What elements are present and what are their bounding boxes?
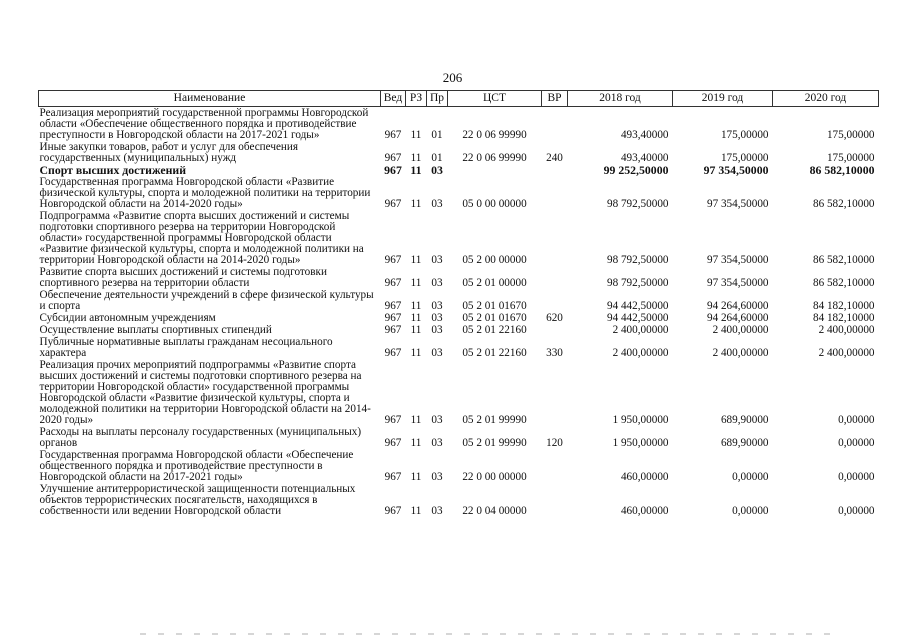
cell-cst: 05 0 00 00000 (462, 198, 527, 210)
cell-2019: 97 354,50000 (706, 254, 769, 266)
cell-2020: 0,00000 (838, 505, 875, 517)
table-row (39, 164, 879, 176)
cell-cst (448, 164, 542, 176)
cell-name: Государственная программа Новгородской области «Развитие физической культуры, спорта и молодежной политики на территории Новгородской области на 2014-2020 годы» (39, 176, 371, 210)
cell-vr: 620 (546, 312, 563, 324)
cell-2019: 175,00000 (720, 129, 769, 141)
cell-vr (542, 289, 568, 312)
cell-ved: 967 (384, 152, 402, 164)
cell-rz: 11 (410, 277, 422, 289)
cell-cst: 05 2 01 99990 (462, 414, 527, 426)
cell-2018: 94 442,50000 (606, 312, 669, 324)
cell-ved: 967 (384, 312, 402, 324)
cell-rz: 11 (410, 300, 422, 312)
cell-cst: 05 2 01 00000 (462, 277, 527, 289)
cell-2019: 2 400,00000 (712, 324, 769, 336)
cell-2018: 2 400,00000 (612, 347, 669, 359)
cell-name: Улучшение антитеррористической защищенности потенциальных объектов террористических посягательств, находящихся в собственности или ведении Новгородской области (39, 483, 356, 517)
cell-name: Реализация прочих мероприятий подпрограммы «Развитие спорта высших достижений и системы подготовки спортивного резерва на территории Новгородской области» государственной программы Новгородской области «Развитие физической культуры, спорта и молодежной политики на территории Новгородской области на 2014-2020 годы» (39, 359, 371, 426)
cell-2019: 97 354,50000 (706, 277, 769, 289)
cell-ved: 967 (384, 254, 402, 266)
cell-2018: 94 442,50000 (606, 300, 669, 312)
cell-2020: 86 582,10000 (809, 163, 875, 177)
cell-2020: 175,00000 (826, 152, 875, 164)
cell-2018: 98 792,50000 (606, 198, 669, 210)
cell-2019: 0,00000 (732, 471, 769, 483)
cell-rz: 11 (410, 505, 422, 517)
cell-2018: 493,40000 (620, 152, 669, 164)
cell-2019: 689,90000 (720, 414, 769, 426)
cell-2020: 86 582,10000 (812, 198, 875, 210)
table-row (39, 336, 879, 359)
header-ved: Вед (381, 91, 406, 107)
cell-2020: 86 582,10000 (812, 277, 875, 289)
cell-ved: 967 (384, 277, 402, 289)
cell-name: Осуществление выплаты спортивных стипендий (39, 324, 272, 336)
table-row (39, 426, 879, 449)
budget-table-container (38, 90, 878, 517)
cell-2020: 175,00000 (826, 129, 875, 141)
cell-rz: 11 (410, 347, 422, 359)
table-row (39, 483, 879, 517)
cell-pr: 03 (431, 324, 443, 336)
cell-2019: 175,00000 (720, 152, 769, 164)
cell-cst: 22 0 04 00000 (462, 505, 527, 517)
cell-name: Реализация мероприятий государственной программы Новгородской области «Обеспечение общественного порядка и противодействие преступности в Новгородской области на 2017-2021 годы» (39, 107, 369, 141)
cell-2020: 0,00000 (838, 414, 875, 426)
table-row (39, 312, 879, 324)
cell-2018: 1 950,00000 (612, 414, 669, 426)
cell-name: Расходы на выплаты персоналу государственных (муниципальных) органов (39, 426, 362, 449)
cell-ved: 967 (384, 300, 402, 312)
table-row (39, 359, 879, 426)
table-row (39, 210, 879, 266)
cell-rz: 11 (410, 152, 422, 164)
cell-cst: 05 2 01 99990 (462, 437, 527, 449)
table-row (39, 449, 879, 483)
cell-vr: 240 (546, 152, 563, 164)
header-name: Наименование (39, 91, 381, 107)
header-row (39, 91, 879, 107)
table-row (39, 266, 879, 289)
cell-2018: 98 792,50000 (606, 277, 669, 289)
cell-ved: 967 (384, 505, 402, 517)
cell-rz: 11 (410, 414, 422, 426)
cell-pr: 03 (431, 163, 443, 177)
cell-rz: 11 (410, 437, 422, 449)
cell-2018: 2 400,00000 (612, 324, 669, 336)
cell-ved: 967 (384, 414, 402, 426)
cell-pr: 03 (431, 198, 443, 210)
cell-pr: 03 (431, 254, 443, 266)
cell-name: Развитие спорта высших достижений и системы подготовки спортивного резерва на территории области (39, 266, 327, 289)
cell-rz: 11 (410, 312, 422, 324)
cell-2019: 689,90000 (720, 437, 769, 449)
cell-pr: 01 (431, 152, 443, 164)
cell-vr: 120 (546, 437, 563, 449)
cell-2020: 2 400,00000 (818, 324, 875, 336)
cell-2018: 493,40000 (620, 129, 669, 141)
cell-ved: 967 (384, 324, 402, 336)
cell-vr (542, 449, 568, 483)
table-row (39, 107, 879, 142)
cell-name: Субсидии автономным учреждениям (39, 312, 216, 324)
budget-table (38, 90, 879, 517)
cell-vr (542, 107, 568, 142)
cell-2019: 94 264,60000 (706, 312, 769, 324)
cell-vr (542, 483, 568, 517)
cell-pr: 03 (431, 505, 443, 517)
cell-2018: 1 950,00000 (612, 437, 669, 449)
cell-pr: 03 (431, 471, 443, 483)
header-cst: ЦСТ (448, 91, 542, 107)
cell-2019: 94 264,60000 (706, 300, 769, 312)
table-row (39, 324, 879, 336)
cell-2020: 0,00000 (838, 437, 875, 449)
cell-2020: 84 182,10000 (812, 300, 875, 312)
cell-rz: 11 (410, 324, 422, 336)
cell-ved: 967 (384, 129, 402, 141)
header-vr: ВР (542, 91, 568, 107)
header-2019: 2019 год (673, 91, 773, 107)
cell-ved: 967 (384, 163, 402, 177)
cell-pr: 03 (431, 300, 443, 312)
cell-pr: 03 (431, 312, 443, 324)
cell-rz: 11 (410, 198, 422, 210)
cell-name: Спорт высших достижений (39, 163, 187, 177)
cell-2019: 97 354,50000 (703, 163, 769, 177)
cell-2020: 86 582,10000 (812, 254, 875, 266)
table-row (39, 176, 879, 210)
cell-name: Обеспечение деятельности учреждений в сфере физической культуры и спорта (39, 289, 374, 312)
cell-pr: 03 (431, 414, 443, 426)
cell-vr (542, 324, 568, 336)
cell-pr: 01 (431, 129, 443, 141)
cell-rz: 11 (410, 254, 422, 266)
table-body (39, 107, 879, 518)
cell-cst: 05 2 00 00000 (462, 254, 527, 266)
cell-2018: 460,00000 (620, 505, 669, 517)
cell-cst: 05 2 01 01670 (462, 300, 527, 312)
cell-2018: 99 252,50000 (603, 163, 669, 177)
cell-pr: 03 (431, 347, 443, 359)
cell-name: Подпрограмма «Развитие спорта высших достижений и системы подготовки спортивного резерва на территории Новгородской области» государственной программы Новгородской области «Развитие физической культуры, спорта и молодежной политики на территории Новгородской области на 2014-2020 годы» (39, 210, 364, 266)
cell-2019: 0,00000 (732, 505, 769, 517)
cell-ved: 967 (384, 198, 402, 210)
cell-vr (542, 176, 568, 210)
cell-name: Государственная программа Новгородской области «Обеспечение общественного порядка и противодействие преступности в Новгородской области на 2017-2021 годы» (39, 449, 354, 483)
cell-cst: 22 0 00 00000 (462, 471, 527, 483)
cell-name: Иные закупки товаров, работ и услуг для обеспечения государственных (муниципальных) нужд (39, 141, 299, 164)
header-2018: 2018 год (568, 91, 673, 107)
cell-ved: 967 (384, 437, 402, 449)
table-row (39, 289, 879, 312)
scan-artifact-line (140, 633, 840, 635)
cell-2020: 0,00000 (838, 471, 875, 483)
cell-cst: 05 2 01 22160 (462, 324, 527, 336)
cell-cst: 05 2 01 01670 (462, 312, 527, 324)
table-row (39, 141, 879, 164)
cell-cst: 22 0 06 99990 (462, 152, 527, 164)
cell-vr (542, 164, 568, 176)
cell-ved: 967 (384, 471, 402, 483)
cell-pr: 03 (431, 437, 443, 449)
cell-2018: 98 792,50000 (606, 254, 669, 266)
cell-2018: 460,00000 (620, 471, 669, 483)
header-rz: РЗ (406, 91, 427, 107)
cell-ved: 967 (384, 347, 402, 359)
cell-2019: 97 354,50000 (706, 198, 769, 210)
cell-vr (542, 359, 568, 426)
cell-2019: 2 400,00000 (712, 347, 769, 359)
cell-name: Публичные нормативные выплаты гражданам несоциального характера (39, 336, 333, 359)
cell-cst: 22 0 06 99990 (462, 129, 527, 141)
cell-2020: 84 182,10000 (812, 312, 875, 324)
cell-vr (542, 266, 568, 289)
cell-vr (542, 210, 568, 266)
cell-cst: 05 2 01 22160 (462, 347, 527, 359)
cell-2020: 2 400,00000 (818, 347, 875, 359)
header-2020: 2020 год (773, 91, 879, 107)
page-number: 206 (442, 70, 463, 85)
cell-pr: 03 (431, 277, 443, 289)
cell-rz: 11 (410, 471, 422, 483)
cell-rz: 11 (410, 129, 422, 141)
cell-vr: 330 (546, 347, 563, 359)
header-pr: Пр (427, 91, 448, 107)
cell-rz: 11 (410, 163, 422, 177)
